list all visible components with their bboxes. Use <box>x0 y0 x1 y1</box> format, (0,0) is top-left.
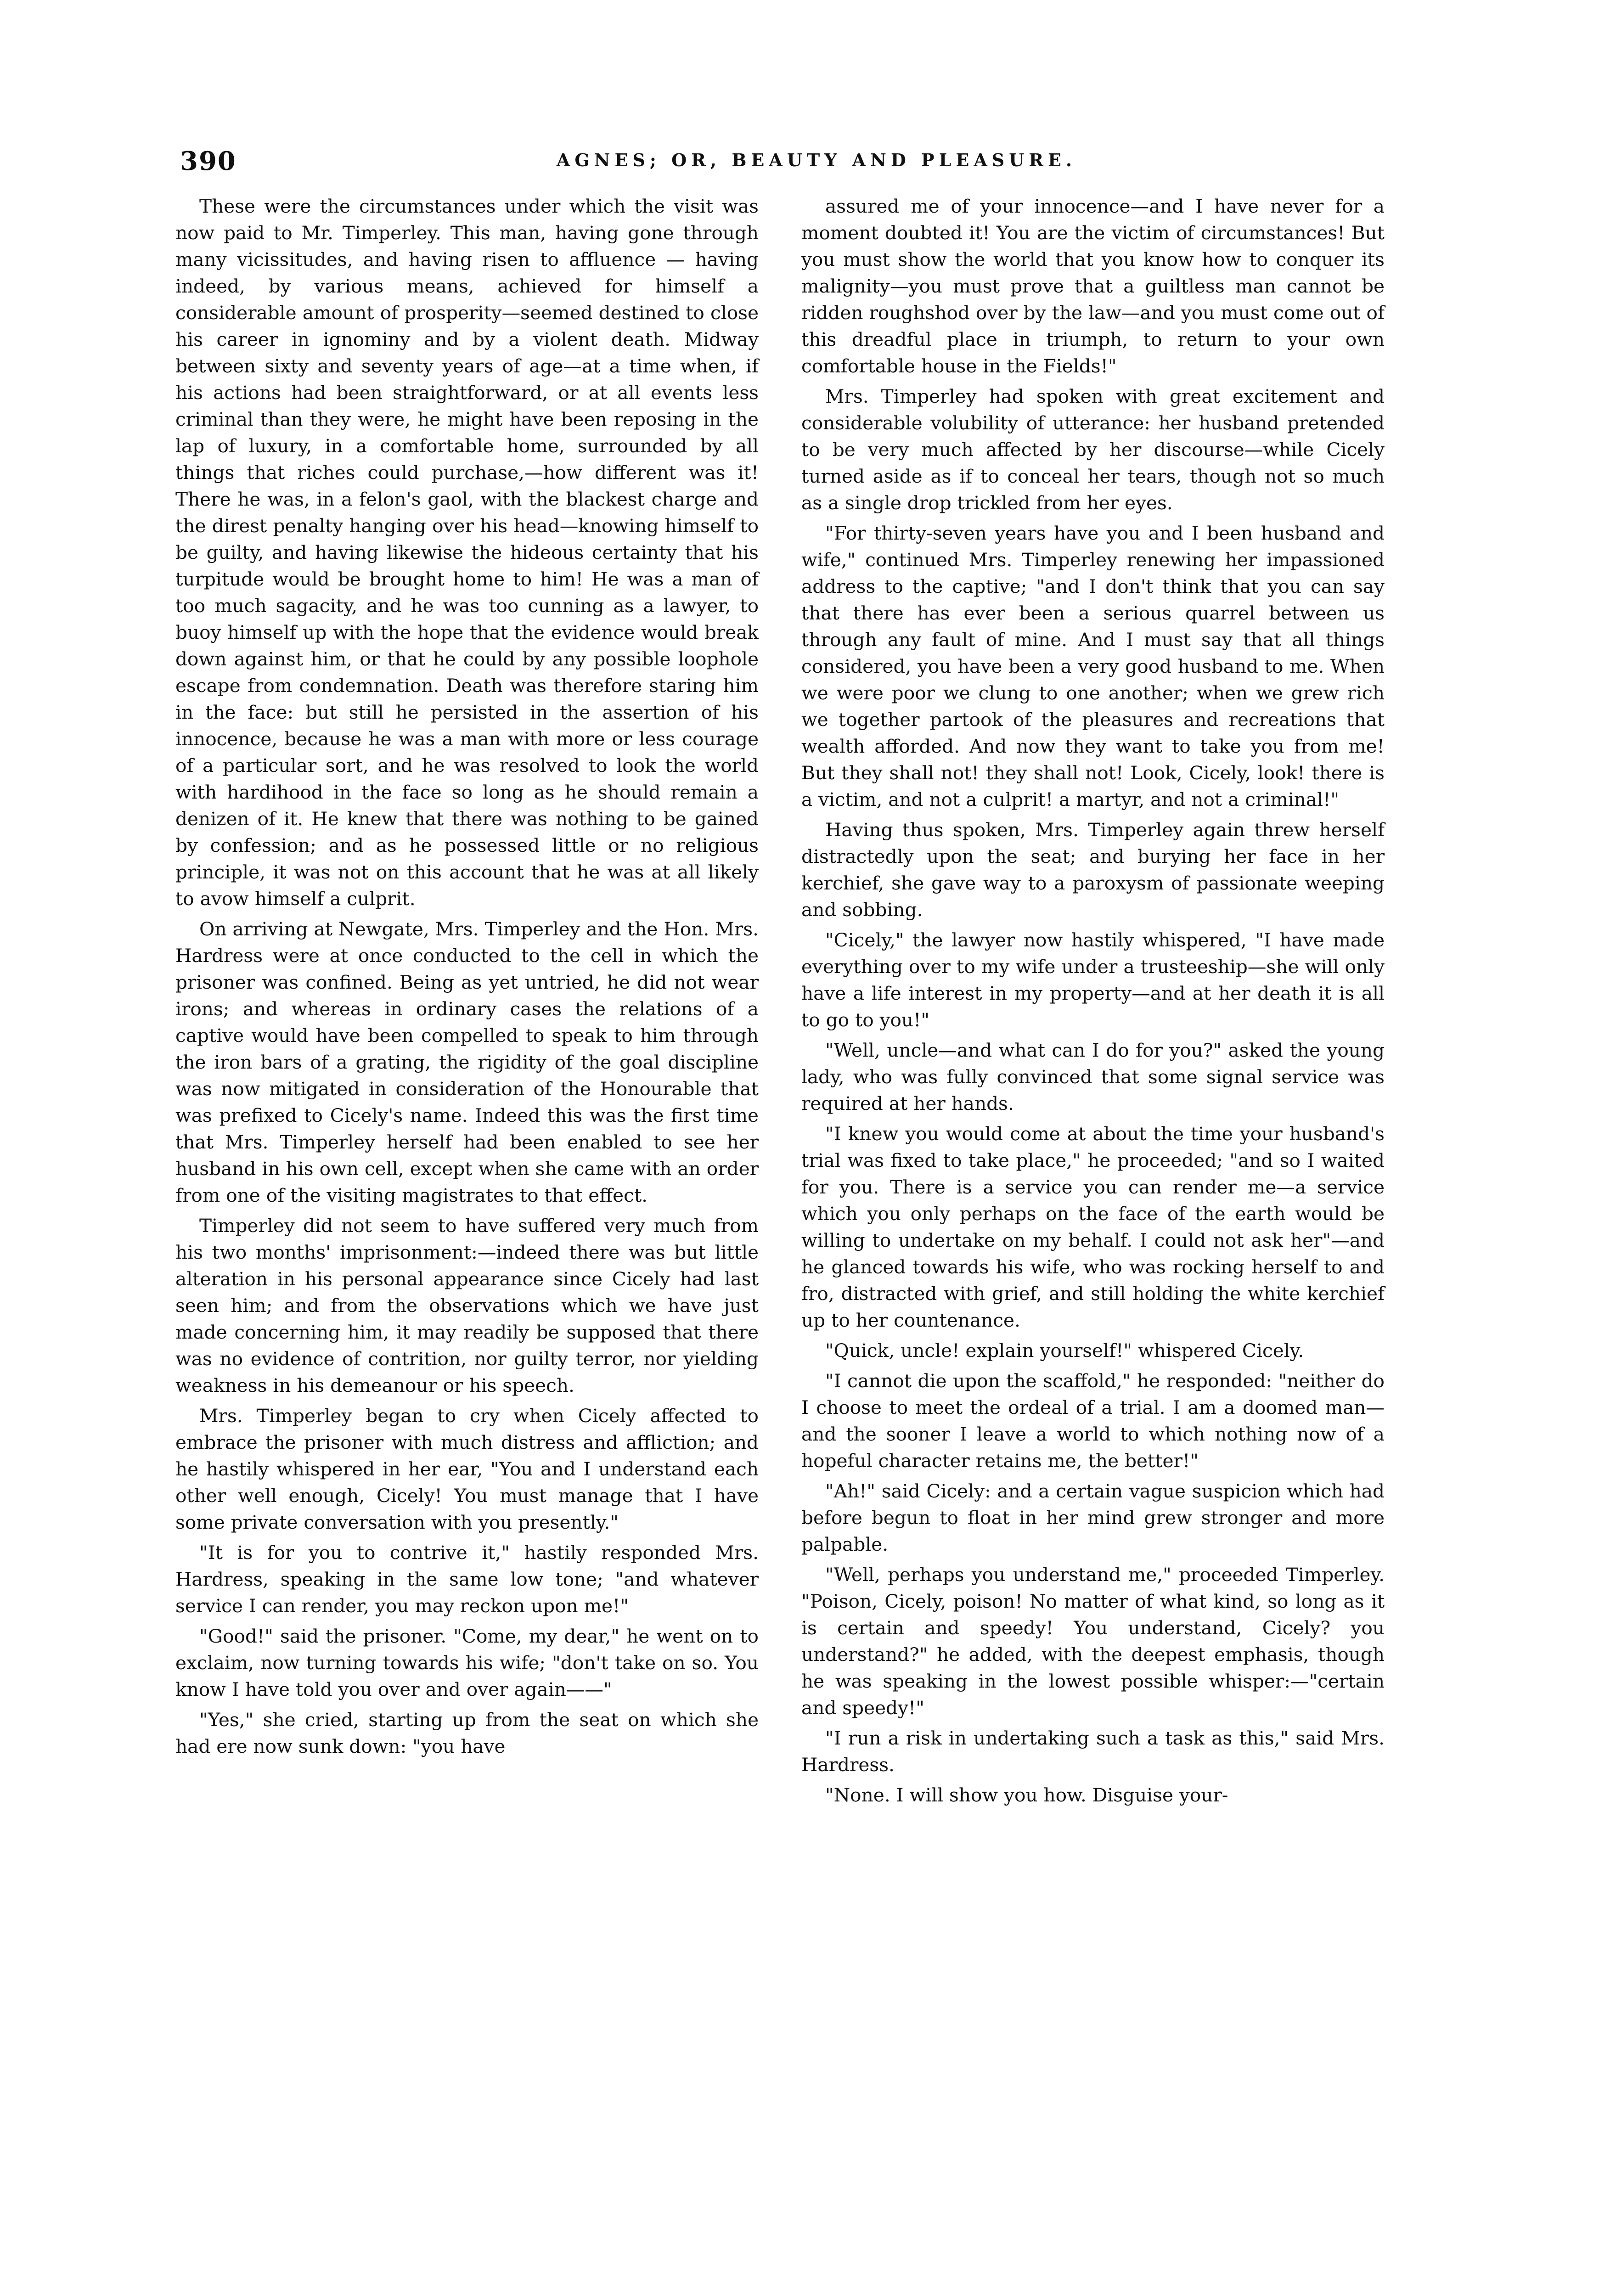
paragraph: "Cicely," the lawyer now hastily whispered, "I have made everything over to my wife under a trusteeship—she will only have a life interest in my property—and at her death it is all to go to you!" <box>801 929 1385 1031</box>
paragraph: "Yes," she cried, starting up from the seat on which she had ere now sunk down: "you have <box>175 1709 759 1757</box>
page-number: 390 <box>180 146 236 176</box>
paragraph: "None. I will show you how. Disguise your- <box>825 1784 1228 1806</box>
right-column <box>801 193 1385 1812</box>
paragraph: "Quick, uncle! explain yourself!" whispered Cicely. <box>825 1339 1304 1362</box>
paragraph: "Well, uncle—and what can I do for you?" asked the young lady, who was fully convinced that some signal service was required at her hands. <box>801 1039 1385 1114</box>
paragraph: Timperley did not seem to have suffered very much from his two months' imprisonment:—indeed there was but little alteration in his personal appearance since Cicely had last seen him; and from the observations which we have just made concerning him, it may readily be supposed that there was no evidence of contrition, nor guilty terror, nor yielding weakness in his demeanour or his speech. <box>175 1215 759 1396</box>
paragraph: These were the circumstances under which the visit was now paid to Mr. Timperley. This man, having gone through many vicissitudes, and having risen to affluence — having indeed, by various means, achieved for himself a considerable amount of prosperity—seemed destined to close his career in ignominy and by a violent death. Midway between sixty and seventy years of age—at a time when, if his actions had been straightforward, or at all events less criminal than they were, he might have been reposing in the lap of luxury, in a comfortable home, surrounded by all things that riches could purchase,—how different was it! There he was, in a felon's gaol, with the blackest charge and the direst penalty hanging over his head—knowing himself to be guilty, and having likewise the hideous certainty that his turpitude would be brought home to him! He was a man of too much sagacity, and he was too cunning as a lawyer, to buoy himself up with the hope that the evidence would break down against him, or that he could by any possible loophole escape from condemnation. Death was therefore staring him in the face: but still he persisted in the assertion of his innocence, because he was a man with more or less courage of a particular sort, and he was resolved to look the world with hardihood in the face so long as he should remain a denizen of it. He knew that there was nothing to be gained by confession; and as he possessed little or no religious principle, it was not on this account that he was at all likely to avow himself a culprit. <box>175 195 759 910</box>
left-column <box>175 193 759 1763</box>
paragraph: "I run a risk in undertaking such a task as this," said Mrs. Hardress. <box>801 1727 1385 1776</box>
paragraph: "Well, perhaps you understand me," proceeded Timperley. "Poison, Cicely, poison! No matter of what kind, so long as it is certain and speedy! You understand, Cicely? you understand?" he added, with the deepest emphasis, though he was speaking in the lowest possible whisper:—"certain and speedy!" <box>801 1564 1385 1719</box>
paragraph: On arriving at Newgate, Mrs. Timperley and the Hon. Mrs. Hardress were at once conducted to the cell in which the prisoner was confined. Being as yet untried, he did not wear irons; and whereas in ordinary cases the relations of a captive would have been compelled to speak to him through the iron bars of a grating, the rigidity of the goal discipline was now mitigated in consideration of the Honourable that was prefixed to Cicely's name. Indeed this was the first time that Mrs. Timperley herself had been enabled to see her husband in his own cell, except when she came with an order from one of the visiting magistrates to that effect. <box>175 918 759 1206</box>
paragraph: Mrs. Timperley had spoken with great excitement and considerable volubility of utterance: her husband pretended to be very much affected by her discourse—while Cicely turned aside as if to conceal her tears, though not so much as a single drop trickled from her eyes. <box>801 385 1385 514</box>
paragraph: Mrs. Timperley began to cry when Cicely affected to embrace the prisoner with much distress and affliction; and he hastily whispered in her ear, "You and I understand each other well enough, Cicely! You must manage that I have some private conversation with you presently." <box>175 1405 759 1533</box>
paragraph: "I cannot die upon the scaffold," he responded: "neither do I choose to meet the ordeal of a trial. I am a doomed man—and the sooner I leave a world to which nothing now of a hopeful character retains me, the better!" <box>801 1370 1385 1472</box>
running-title: AGNES; OR, BEAUTY AND PLEASURE. <box>556 150 1077 170</box>
paragraph: Having thus spoken, Mrs. Timperley again threw herself distractedly upon the seat; and burying her face in her kerchief, she gave way to a paroxysm of passionate weeping and sobbing. <box>801 819 1385 921</box>
paragraph: "Ah!" said Cicely: and a certain vague suspicion which had before begun to float in her mind grew stronger and more palpable. <box>801 1480 1385 1555</box>
paragraph: assured me of your innocence—and I have never for a moment doubted it! You are the victim of circumstances! But you must show the world that you know how to conquer its malignity—you must prove that a guiltless man cannot be ridden roughshod over by the law—and you must come out of this dreadful place in triumph, to return to your own comfortable house in the Fields!" <box>801 195 1385 377</box>
paragraph: "It is for you to contrive it," hastily responded Mrs. Hardress, speaking in the same low tone; "and whatever service I can render, you may reckon upon me!" <box>175 1542 759 1617</box>
paragraph: "Good!" said the prisoner. "Come, my dear," he went on to exclaim, now turning towards his wife; "don't take on so. You know I have told you over and over again——" <box>175 1625 759 1700</box>
paragraph: "I knew you would come at about the time your husband's trial was fixed to take place," he proceeded; "and so I waited for you. There is a service you can render me—a service which you only perhaps on the face of the earth would be willing to undertake on my behalf. I could not ask her"—and he glanced towards his wife, who was rocking herself to and fro, distracted with grief, and still holding the white kerchief up to her countenance. <box>801 1123 1385 1331</box>
page-header <box>180 146 1453 174</box>
paragraph: "For thirty-seven years have you and I been husband and wife," continued Mrs. Timperley renewing her impassioned address to the captive; "and I don't think that you can say that there has ever been a serious quarrel between us through any fault of mine. And I must say that all things considered, you have been a very good husband to me. When we were poor we clung to one another; when we grew rich we together partook of the pleasures and recreations that wealth afforded. And now they want to take you from me! But they shall not! they shall not! Look, Cicely, look! there is a victim, and not a culprit! a martyr, and not a criminal!" <box>801 522 1385 810</box>
